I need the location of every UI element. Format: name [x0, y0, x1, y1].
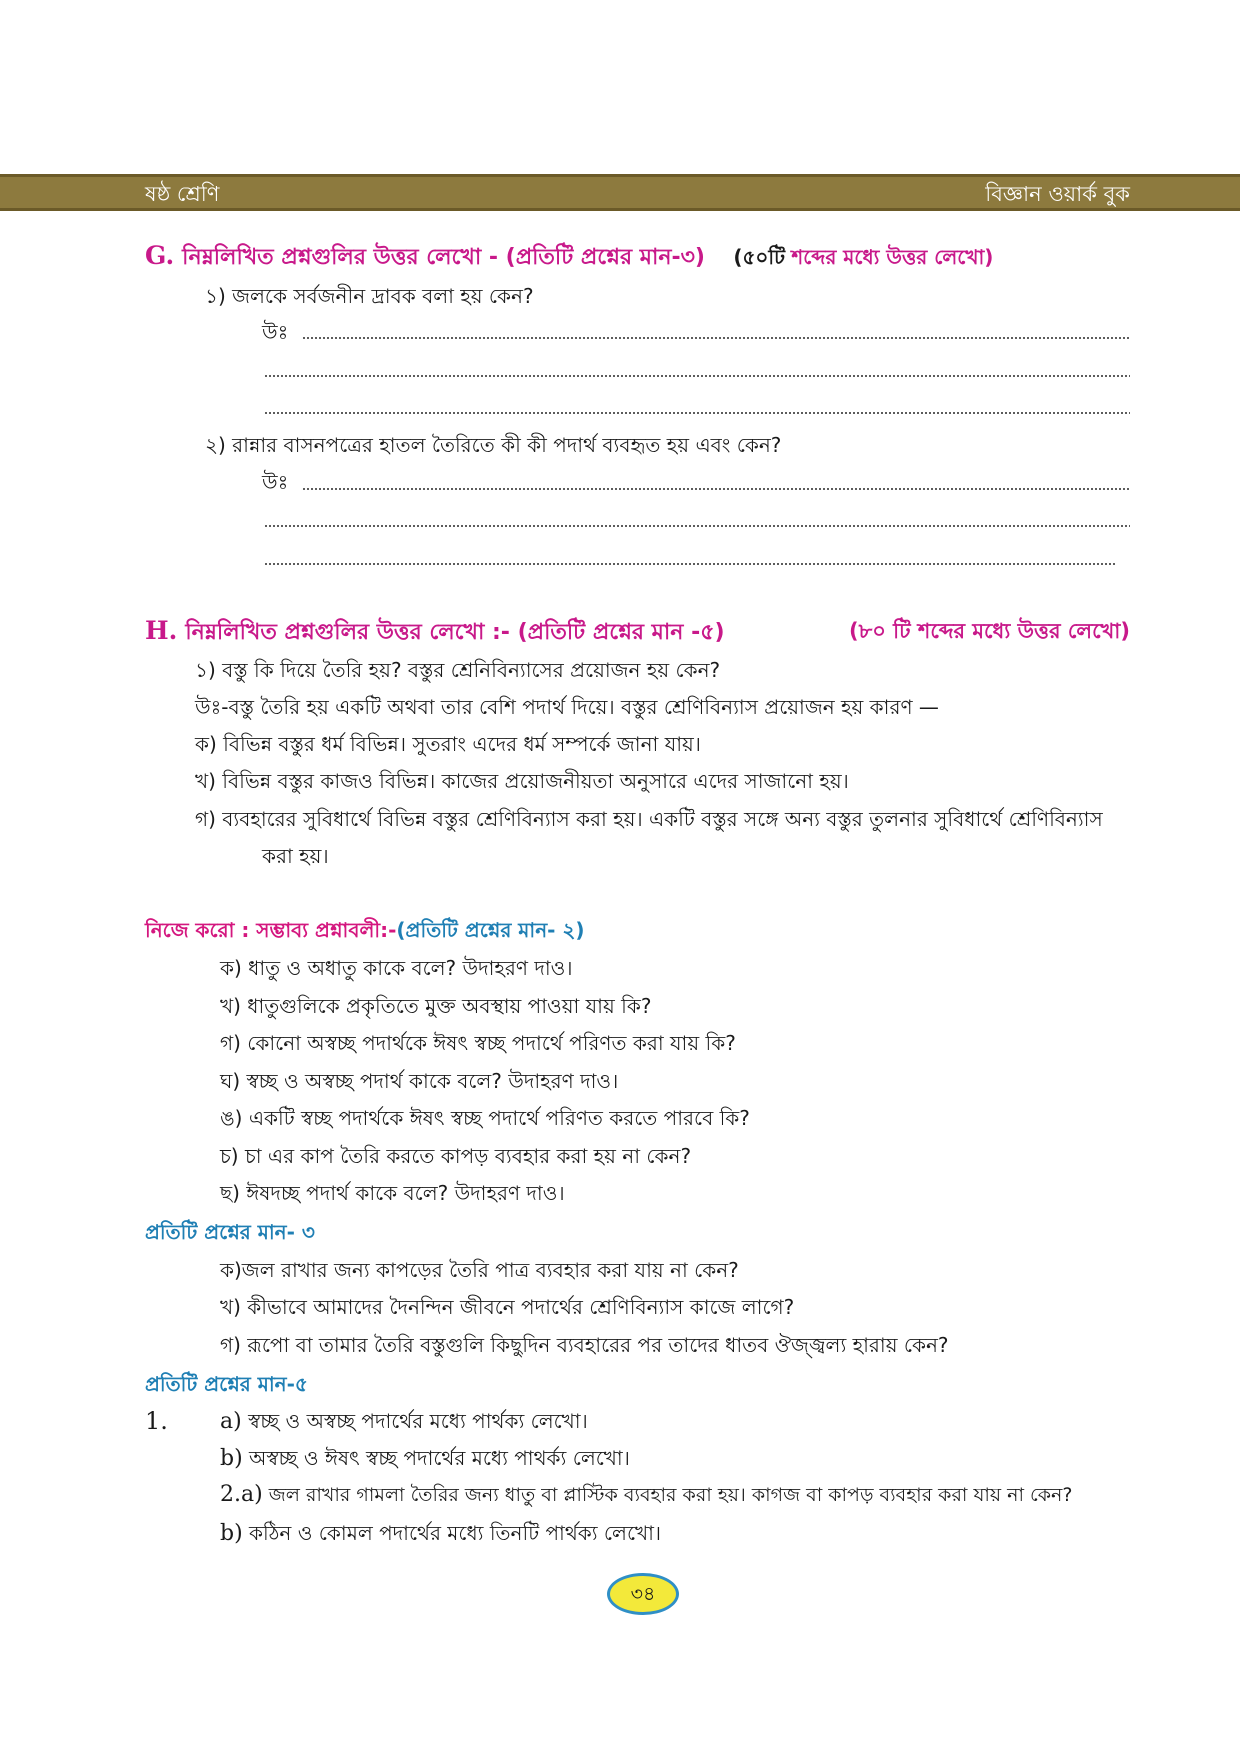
marks-5-item — [220, 1518, 661, 1549]
marks-5-item — [220, 1443, 630, 1474]
self-practice-title: নিজে করো : সম্ভাব্য প্রশ্নাবলী:- — [145, 918, 397, 942]
answer-line — [264, 563, 1117, 565]
self-practice-question: চ) চা এর কাপ তৈরি করতে কাপড় ব্যবহার করা হয় না কেন? — [220, 1144, 692, 1168]
header-class-label: ষষ্ঠ শ্রেণি — [145, 182, 220, 206]
section-g-answer-label-1: উঃ — [262, 320, 289, 344]
marks-5-item-label: 2.a) — [220, 1482, 263, 1507]
section-g-title: নিম্নলিখিত প্রশ্নগুলির উত্তর লেখো - (প্রতিটি প্রশ্নের মান-৩) — [182, 245, 705, 270]
self-practice-question: খ) ধাতুগুলিকে প্রকৃতিতে মুক্ত অবস্থায় পাওয়া যায় কি? — [220, 994, 652, 1018]
header-band — [0, 174, 1240, 211]
section-h-question-1: ১) বস্তু কি দিয়ে তৈরি হয়? বস্তুর শ্রেনিবিন্যাসের প্রয়োজন হয় কেন? — [195, 658, 721, 682]
self-practice-question: গ) কোনো অস্বচ্ছ পদার্থকে ঈষৎ স্বচ্ছ পদার্থে পরিণত করা যায় কি? — [220, 1031, 736, 1055]
section-g-heading — [145, 240, 993, 274]
section-h-answer-intro: উঃ-বস্তু তৈরি হয় একটি অথবা তার বেশি পদার্থ দিয়ে। বস্তুর শ্রেণিবিন্যাস প্রয়োজন হয় কারণ — — [195, 695, 939, 719]
marks-5-item-text: কঠিন ও কোমল পদার্থের মধ্যে তিনটি পার্থক্য লেখো। — [249, 1521, 662, 1545]
section-h-letter: H. — [145, 616, 178, 645]
section-g-answer-label-2: উঃ — [262, 470, 289, 494]
marks-5-item-label: b) — [220, 1446, 243, 1471]
marks-5-item-text: অস্বচ্ছ ও ঈষৎ স্বচ্ছ পদার্থের মধ্যে পাথর্ক্য লেখো। — [249, 1446, 630, 1470]
header-book-title: বিজ্ঞান ওয়ার্ক বুক — [985, 182, 1130, 206]
marks-5-item — [220, 1406, 588, 1437]
marks-5-item-label: b) — [220, 1521, 243, 1546]
section-h-answer-point: ক) বিভিন্ন বস্তুর ধর্ম বিভিন্ন। সুতরাং এদের ধর্ম সম্পর্কে জানা যায়। — [195, 732, 701, 756]
self-practice-question: ঘ) স্বচ্ছ ও অস্বচ্ছ পদার্থ কাকে বলে? উদাহরণ দাও। — [220, 1069, 619, 1093]
answer-line — [264, 375, 1130, 377]
marks-3-question: খ) কীভাবে আমাদের দৈনন্দিন জীবনে পদার্থের শ্রেণিবিন্যাস কাজে লাগে? — [220, 1295, 795, 1319]
section-g-note-prefix: (৫০টি — [733, 245, 786, 269]
section-h-answer-point: গ) ব্যবহারের সুবিধার্থে বিভিন্ন বস্তুর শ্রেণিবিন্যাস করা হয়। একটি বস্তুর সঙ্গে অন্য বস্তুর তুলনার সুবিধার্থে শ্রেণিবিন্যাস — [195, 807, 1103, 831]
section-h-title: নিম্নলিখিত প্রশ্নগুলির উত্তর লেখো :- (প্রতিটি প্রশ্নের মান -৫) — [185, 620, 725, 645]
marks-5-item-label: a) — [220, 1409, 242, 1434]
section-h-answer-point: খ) বিভিন্ন বস্তুর কাজও বিভিন্ন। কাজের প্রয়োজনীয়তা অনুসারে এদের সাজানো হয়। — [195, 769, 849, 793]
marks-3-heading: প্রতিটি প্রশ্নের মান- ৩ — [145, 1220, 315, 1244]
self-practice-question: ঙ) একটি স্বচ্ছ পদার্থকে ঈষৎ স্বচ্ছ পদার্থে পরিণত করতে পারবে কি? — [220, 1106, 750, 1130]
answer-line — [264, 525, 1130, 527]
self-practice-marks: (প্রতিটি প্রশ্নের মান- ২) — [396, 918, 585, 942]
answer-line — [302, 488, 1130, 490]
self-practice-question: ক) ধাতু ও অধাতু কাকে বলে? উদাহরণ দাও। — [220, 956, 573, 980]
section-g-note-suffix: শব্দের মধ্যে উত্তর লেখো) — [791, 245, 994, 269]
section-g-question-2: ২) রান্নার বাসনপত্রের হাতল তৈরিতে কী কী পদার্থ ব্যবহৃত হয় এবং কেন? — [205, 433, 782, 457]
section-h-answer-point-cont: করা হয়। — [262, 844, 329, 868]
page-number: ৩৪ — [607, 1573, 679, 1615]
marks-5-heading: প্রতিটি প্রশ্নের মান-৫ — [145, 1372, 308, 1396]
marks-5-number: 1. — [145, 1407, 168, 1435]
section-g-question-1: ১) জলকে সর্বজনীন দ্রাবক বলা হয় কেন? — [205, 284, 534, 308]
marks-3-question: গ) রূপো বা তামার তৈরি বস্তুগুলি কিছুদিন ব্যবহারের পর তাদের ধাতব ঔজ্জ্বল্য হারায় কেন? — [220, 1333, 949, 1357]
marks-5-item — [220, 1480, 1072, 1510]
marks-5-item-text: জল রাখার গামলা তৈরির জন্য ধাতু বা প্লাস্টিক ব্যবহার করা হয়। কাগজ বা কাপড় ব্যবহার করা যায় না কেন? — [268, 1484, 1073, 1506]
marks-3-question: ক)জল রাখার জন্য কাপড়ের তৈরি পাত্র ব্যবহার করা যায় না কেন? — [220, 1258, 739, 1282]
answer-line — [264, 412, 1130, 414]
self-practice-question: ছ) ঈষদচ্ছ পদার্থ কাকে বলে? উদাহরণ দাও। — [220, 1181, 565, 1205]
answer-line — [302, 337, 1130, 339]
section-g-letter: G. — [145, 241, 175, 270]
marks-5-item-text: স্বচ্ছ ও অস্বচ্ছ পদার্থের মধ্যে পার্থক্য লেখো। — [248, 1409, 588, 1433]
self-practice-heading — [145, 916, 585, 944]
section-h-note: (৮০ টি শব্দের মধ্যে উত্তর লেখো) — [848, 619, 1130, 643]
section-h-heading — [145, 615, 725, 649]
